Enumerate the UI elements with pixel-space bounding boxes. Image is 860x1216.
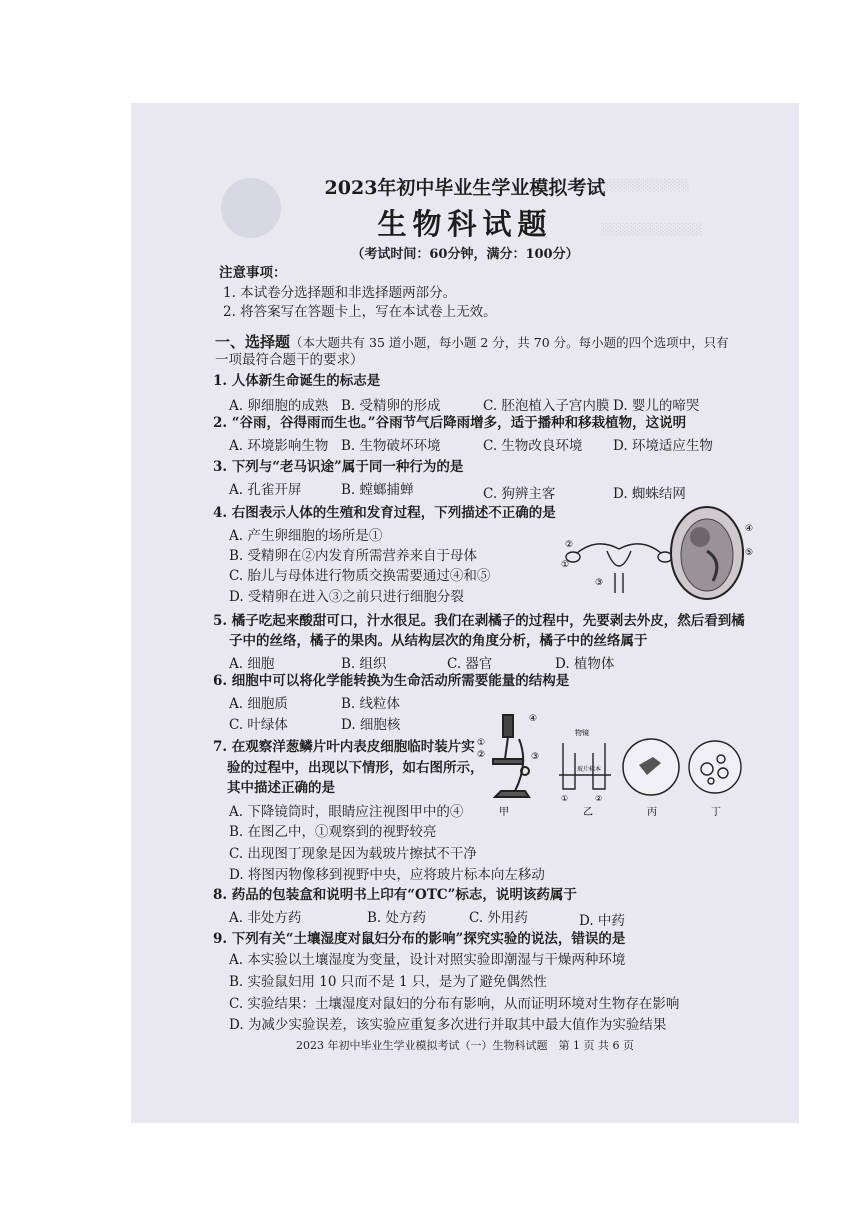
option: A. 孔雀开屏 [229, 482, 302, 498]
question-stem: 6. 细胞中可以将化学能转换为生命活动所需要能量的结构是 [213, 673, 570, 689]
option: D. 为减少实验误差，该实验应重复多次进行并取其中最大值作为实验结果 [229, 1017, 667, 1033]
option: D. 将图丙物像移到视野中央，应将玻片标本向左移动 [229, 867, 545, 883]
question-stem: 1. 人体新生命诞生的标志是 [213, 373, 381, 389]
option: D. 环境适应生物 [613, 438, 713, 454]
figure-annotation: 玻片标本 [577, 766, 602, 773]
marker-label: ④ [529, 714, 538, 724]
option: A. 非处方药 [229, 910, 302, 926]
option: A. 环境影响生物 [229, 438, 329, 454]
question-stem: 7. 在观察洋葱鳞片叶内表皮细胞临时装片实 [213, 739, 475, 755]
figure-caption: 乙 [583, 807, 593, 818]
section-heading: 一、选择题 [215, 333, 291, 351]
marker-label: ① [561, 794, 569, 803]
question-stem: 8. 药品的包装盒和说明书上印有“OTC”标志，说明该药属于 [213, 887, 577, 903]
question-stem-cont: 验的过程中，出现以下情形，如右图所示， [227, 760, 484, 776]
marker-label: ③ [595, 578, 604, 588]
exam-title: 2023年初中毕业生学业模拟考试 [324, 177, 606, 199]
bleed-through-text: ░░░░░░░░░░░░░░ [571, 179, 690, 192]
bleed-through-text: ░░░░░░░░░░░░ [601, 223, 703, 236]
option: C. 胎儿与母体进行物质交换需要通过④和⑤ [229, 568, 491, 584]
question-stem: 2. “谷雨，谷得雨而生也。”谷雨节气后降雨增多，适于播种和移栽植物，这说明 [213, 415, 687, 431]
option: A. 细胞质 [229, 696, 288, 712]
question-stem-cont: 子中的丝络，橘子的果肉。从结构层次的角度分析，橘子中的丝络属于 [229, 633, 648, 649]
reproduction-figure [557, 501, 757, 601]
figure-caption: 丙 [647, 807, 657, 818]
exam-info: （考试时间：60分钟，满分：100分） [351, 247, 579, 262]
microscope-figure [475, 709, 745, 821]
option: D. 细胞核 [341, 717, 401, 733]
notice-item: 2. 将答案写在答题卡上，写在本试卷上无效。 [223, 304, 497, 320]
option: C. 器官 [447, 656, 493, 672]
section-desc-cont: 一项最符合题干的要求） [215, 352, 364, 368]
option: D. 蜘蛛结网 [613, 486, 686, 502]
option: C. 实验结果：土壤湿度对鼠妇的分布有影响，从而证明环境对生物存在影响 [229, 996, 680, 1012]
section-desc: （本大题共有 35 道小题，每小题 2 分，共 70 分。每小题的四个选项中，只有 [290, 335, 729, 350]
subject-title: 生物科试题 [377, 207, 553, 241]
notice-item: 1. 本试卷分选择题和非选择题两部分。 [223, 285, 457, 301]
marker-label: ② [595, 794, 603, 803]
view-field-ding [689, 741, 741, 793]
marker-label: ⑤ [745, 548, 754, 558]
option: D. 婴儿的啼哭 [613, 398, 700, 414]
option: A. 细胞 [229, 656, 275, 672]
question-stem: 5. 橘子吃起来酸甜可口，汁水很足。我们在剥橘子的过程中，先要剥去外皮，然后看到橘 [213, 613, 745, 629]
option: C. 出现图丁现象是因为载玻片擦拭不干净 [229, 846, 477, 862]
question-stem: 3. 下列与“老马识途”属于同一种行为的是 [213, 459, 464, 475]
view-field-bing [623, 739, 679, 795]
option: A. 本实验以土壤湿度为变量，设计对照实验即潮湿与干燥两种环境 [229, 952, 626, 968]
option: B. 受精卵在②内发育所需营养来自于母体 [229, 548, 478, 564]
exam-page [131, 103, 799, 1123]
uterus-diagram [566, 544, 672, 593]
fetus-diagram [671, 507, 743, 599]
marker-label: ① [477, 738, 486, 748]
figure-annotation: 物镜 [575, 729, 589, 737]
option: B. 受精卵的形成 [341, 398, 441, 414]
figure-caption: 甲 [499, 807, 509, 818]
marker-label: ② [477, 750, 486, 760]
option: A. 产生卵细胞的场所是① [229, 528, 383, 544]
option: B. 生物破坏环境 [341, 438, 441, 454]
notice-heading: 注意事项： [219, 265, 287, 281]
option: B. 在图乙中，①观察到的视野较亮 [229, 824, 437, 840]
question-stem: 9. 下列有关“土壤湿度对鼠妇分布的影响”探究实验的说法，错误的是 [213, 931, 626, 947]
option: B. 实验鼠妇用 10 只而不是 1 只，是为了避免偶然性 [229, 974, 547, 990]
option: D. 受精卵在进入③之前只进行细胞分裂 [229, 589, 464, 605]
option: C. 胚泡植入子宫内膜 [483, 398, 610, 414]
option: B. 螳螂捕蝉 [341, 482, 414, 498]
figure-caption: 丁 [711, 807, 721, 818]
option: C. 生物改良环境 [483, 438, 583, 454]
option: D. 中药 [579, 913, 625, 929]
option: B. 处方药 [367, 910, 427, 926]
option: A. 卵细胞的成熟 [229, 398, 329, 414]
question-stem-cont: 其中描述正确的是 [227, 780, 335, 796]
marker-label: ① [561, 560, 570, 570]
microscope-diagram [493, 715, 529, 797]
option: B. 组织 [341, 656, 387, 672]
option: C. 叶绿体 [229, 717, 288, 733]
marker-label: ③ [531, 752, 540, 762]
marker-label: ④ [745, 524, 754, 534]
option: D. 植物体 [555, 656, 615, 672]
option: B. 线粒体 [341, 696, 401, 712]
option: C. 外用药 [469, 910, 528, 926]
option: A. 下降镜筒时，眼睛应注视图甲中的④ [229, 804, 464, 820]
marker-label: ② [565, 540, 574, 550]
page-footer: 2023 年初中毕业生学业模拟考试（一）生物科试题 第 1 页 共 6 页 [296, 1039, 634, 1052]
option: C. 狗辨主客 [483, 486, 556, 502]
question-stem: 4. 右图表示人体的生殖和发育过程，下列描述不正确的是 [213, 505, 556, 521]
